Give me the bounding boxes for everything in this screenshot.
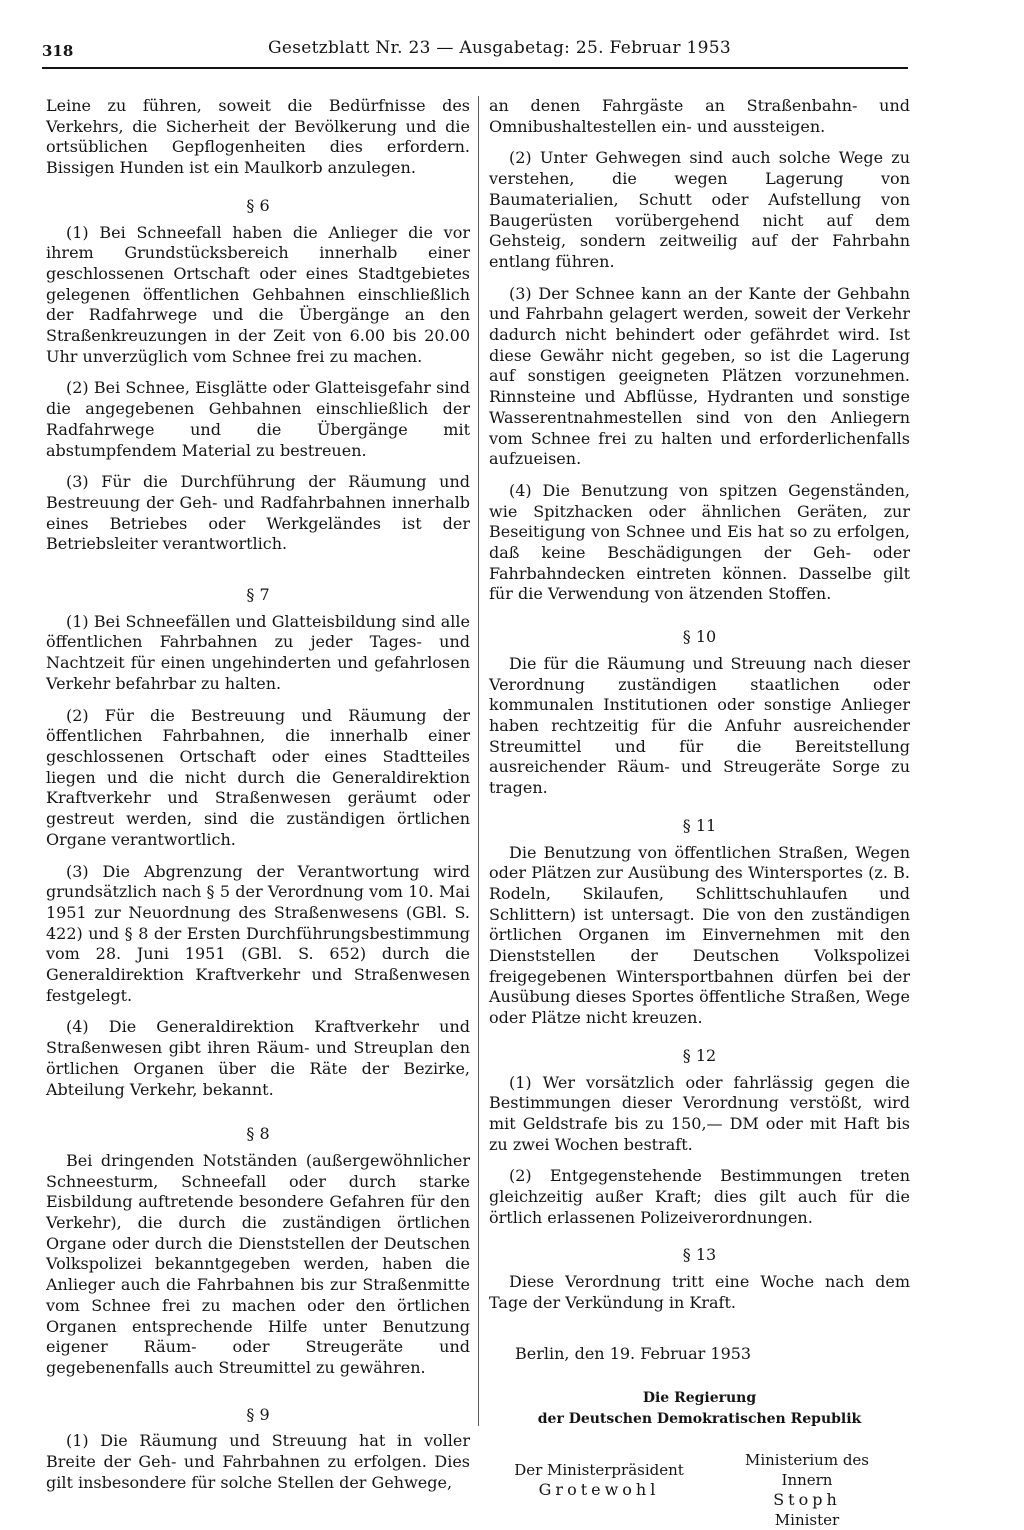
government-block	[489, 1388, 910, 1430]
column-divider	[478, 96, 479, 1426]
paragraph: (1) Die Räumung und Streuung hat in voller Breite der Geh- und Fahrbahnen zu erfolgen. Dies gilt insbesondere für solche Stellen der Gehwege,	[46, 1431, 470, 1492]
left-column	[46, 96, 470, 1504]
paragraph: Bei dringenden Notständen (außergewöhnlicher Schneesturm, Schneefall oder durch starke Eisbildung auftretende besondere Gefahren für den Verkehr), die durch die zuständigen örtlichen Organe oder durch die Dienststellen der Deutschen Volkspolizei bekanntgegeben werden, haben die Anlieger auch die Fahrbahnen bis zur Straßenmitte vom Schnee frei zu machen oder den örtlichen Organen entsprechende Hilfe unter Benutzung eigener Räum- oder Streugeräte und gegebenenfalls auch Streumittel zu gewähren.	[46, 1150, 470, 1377]
paragraph: (2) Für die Bestreuung und Räumung der öffentlichen Fahrbahnen, die innerhalb einer geschlossenen Ortschaft oder eines Stadtteiles liegen und die nicht durch die Generaldirektion Kraftverkehr und Straßenwesen geräumt oder gestreut werden, sind die zuständigen örtlichen Organe verantwortlich.	[46, 705, 470, 849]
signing-date: Berlin, den 19. Februar 1953	[515, 1343, 752, 1363]
signatory-name: Stoph	[773, 1490, 841, 1510]
paragraph: (3) Für die Durchführung der Räumung und Bestreuung der Geh- und Radfahrbahnen innerhalb eines Betriebes oder Werkgeländes ist der Betriebsleiter verantwortlich.	[46, 472, 470, 554]
page-title: Gesetzblatt Nr. 23 — Ausgabetag: 25. Februar 1953	[268, 38, 731, 58]
signature-prime-minister	[509, 1460, 689, 1500]
signatory-title: Ministerium des Innern	[744, 1451, 869, 1490]
section-heading-13: § 13	[682, 1245, 717, 1265]
paragraph: (4) Die Benutzung von spitzen Gegenständen, wie Spitzhacken oder ähnlichen Geräten, zur Beseitigung von Schnee und Eis hat so zu erfolgen, daß keine Beschädigungen der Geh- oder Fahrbahndecken eintreten können. Dasselbe gilt für die Verwendung von ätzenden Stoffen.	[489, 480, 910, 604]
signature-block	[489, 1450, 910, 1530]
paragraph: (2) Unter Gehwegen sind auch solche Wege zu verstehen, die wegen Lagerung von Baumaterialien, Schutt oder Aufstellung von Baugerüsten vorübergehend nicht auf dem Gehsteig, sondern zeitweilig auf der Fahrbahn entlang führen.	[489, 148, 910, 271]
header-rule	[42, 67, 908, 69]
paragraph: (4) Die Generaldirektion Kraftverkehr und Straßenwesen gibt ihren Räum- und Streuplan den örtlichen Organen über die Räte der Bezirke, Abteilung Verkehr, bekannt.	[46, 1017, 470, 1099]
signatory-role: Minister	[774, 1511, 840, 1530]
intro-paragraph: Leine zu führen, soweit die Bedürfnisse des Verkehrs, die Sicherheit der Bevölkerung und die ortsüblichen Gepflogenheiten dies erfordern. Bissigen Hunden ist ein Maulkorb anzulegen.	[46, 96, 470, 178]
paragraph: (1) Bei Schneefällen und Glatteisbildung sind alle öffentlichen Fahrbahnen zu jeder Tages- und Nachtzeit für einen ungehinderten und gefahrlosen Verkehr befahrbar zu halten.	[46, 611, 470, 693]
paragraph: (1) Bei Schneefall haben die Anlieger die vor ihrem Grundstücksbereich innerhalb einer geschlossenen Ortschaft oder eines Stadtgebietes gelegenen öffentlichen Gehbahnen einschließlich der Radfahrwege und die Übergänge an den Straßenkreuzungen in der Zeit von 6.00 bis 20.00 Uhr unverzüglich vom Schnee frei zu machen.	[46, 222, 470, 366]
section-heading-9: § 9	[246, 1404, 270, 1424]
section-heading-11: § 11	[682, 815, 717, 835]
paragraph: Diese Verordnung tritt eine Woche nach dem Tage der Verkündung in Kraft.	[489, 1272, 910, 1312]
government-line-2: der Deutschen Demokratischen Republik	[537, 1411, 862, 1428]
continued-paragraph: an denen Fahrgäste an Straßenbahn- und Omnibushaltestellen ein- und aussteigen.	[489, 96, 910, 136]
paragraph: Die für die Räumung und Streuung nach dieser Verordnung zuständigen staatlichen oder kommunalen Institutionen oder sonstige Anlieger haben rechtzeitig für die Anfuhr ausreichender Streumittel und für die Bereitstellung ausreichender Räum- und Streugeräte Sorge zu tragen.	[489, 653, 910, 798]
page-number: 318	[42, 42, 74, 60]
page-header	[42, 38, 908, 68]
paragraph: (3) Der Schnee kann an der Kante der Gehbahn und Fahrbahn gelagert werden, soweit der Verkehr dadurch nicht behindert oder gefährdet wird. Ist diese Gewähr nicht gegeben, so ist die Lagerung auf sonstigen geeigneten Plätzen vorzunehmen. Rinnsteine und Abflüsse, Hydranten und sonstige Wasserentnahmestellen sind von den Anliegern vom Schnee frei zu halten und erforderlichenfalls aufzueisen.	[489, 283, 910, 469]
section-heading-10: § 10	[682, 627, 717, 647]
right-column	[489, 96, 910, 1530]
section-heading-6: § 6	[246, 195, 270, 215]
paragraph: (2) Bei Schnee, Eisglätte oder Glatteisgefahr sind die angegebenen Gehbahnen einschließlich der Radfahrwege und die Übergänge mit abstumpfendem Material zu bestreuen.	[46, 378, 470, 460]
paragraph: Die Benutzung von öffentlichen Straßen, Wegen oder Plätzen zur Ausübung des Wintersportes (z. B. Rodeln, Skilaufen, Schlittschuhlaufen und Schlittern) ist untersagt. Die von den zuständigen örtlichen Organen im Einvernehmen mit den Dienststellen der Deutschen Volkspolizei freigegebenen Wintersportbahnen dürfen bei der Ausübung dieses Sportes öffentliche Straßen, Wege oder Plätze nicht kreuzen.	[489, 842, 910, 1028]
government-line-1: Die Regierung	[642, 1390, 757, 1407]
paragraph: (2) Entgegenstehende Bestimmungen treten gleichzeitig außer Kraft; dies gilt auch für die örtlich erlassenen Polizeiverordnungen.	[489, 1166, 910, 1227]
signatory-name: Grotewohl	[538, 1480, 660, 1500]
paragraph: (1) Wer vorsätzlich oder fahrlässig gegen die Bestimmungen dieser Verordnung verstößt, wird mit Geldstrafe bis zu 150,— DM oder mit Haft bis zu zwei Wochen bestraft.	[489, 1072, 910, 1154]
signature-interior-minister	[721, 1450, 893, 1530]
signatory-title: Der Ministerpräsident	[514, 1461, 684, 1480]
section-heading-12: § 12	[682, 1045, 717, 1065]
section-heading-8: § 8	[246, 1124, 270, 1144]
paragraph: (3) Die Abgrenzung der Verantwortung wird grundsätzlich nach § 5 der Verordnung vom 10. Mai 1951 zur Neuordnung des Straßenwesens (GBl. S. 422) und § 8 der Ersten Durchführungsbestimmung vom 28. Juni 1951 (GBl. S. 652) durch die Generaldirektion Kraftverkehr und Straßenwesen festgelegt.	[46, 861, 470, 1005]
section-heading-7: § 7	[246, 585, 270, 605]
